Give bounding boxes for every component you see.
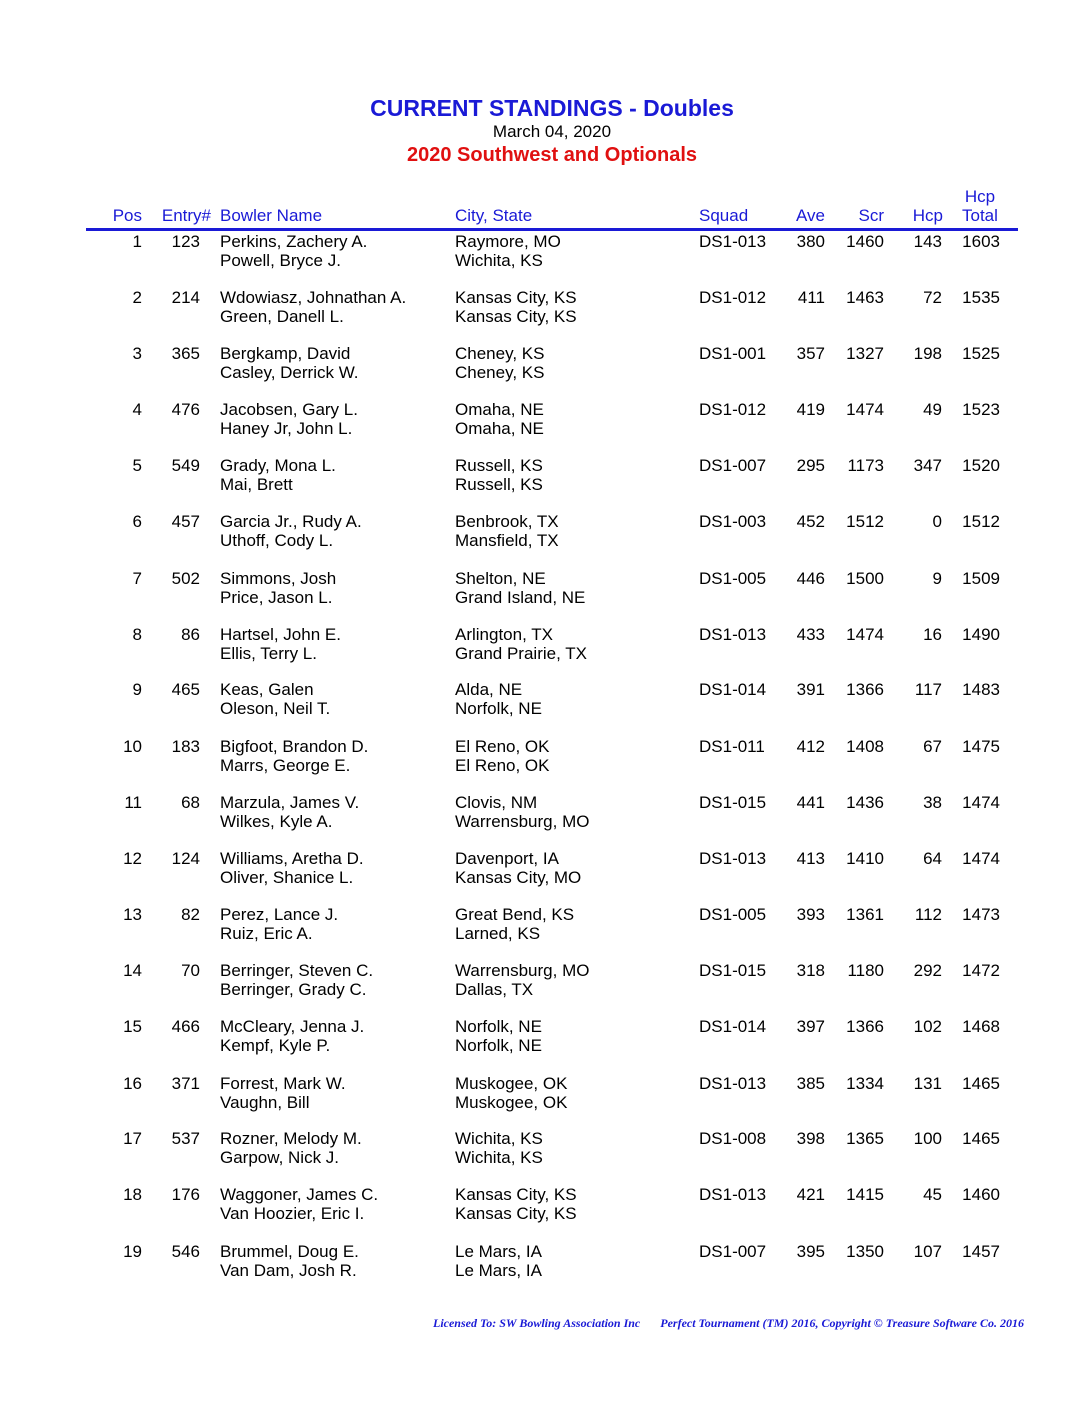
row-squad: DS1-013 [699, 625, 767, 644]
row-city-1: Cheney, KS [455, 344, 545, 363]
row-squad: DS1-012 [699, 400, 767, 419]
report-date: March 04, 2020 [492, 122, 612, 141]
row-cities [455, 849, 581, 887]
row-entry: 183 [171, 737, 200, 756]
row-bowler-1: Williams, Aretha D. [220, 849, 364, 868]
row-ave: 433 [796, 625, 825, 644]
row-pos: 17 [123, 1129, 142, 1148]
row-city-1: Norfolk, NE [455, 1017, 542, 1036]
row-ave: 446 [796, 569, 825, 588]
column-header-ave: Ave [796, 206, 825, 225]
row-cities [455, 512, 559, 550]
row-city-2: Grand Island, NE [455, 588, 586, 607]
row-scr: 1327 [846, 344, 884, 363]
row-bowlers [220, 961, 373, 999]
column-header-hcp: Hcp [912, 206, 943, 225]
row-entry: 537 [171, 1129, 200, 1148]
row-bowler-1: Jacobsen, Gary L. [220, 400, 358, 419]
row-squad: DS1-013 [699, 849, 767, 868]
row-bowler-2: Mai, Brett [220, 475, 293, 494]
row-city-1: Kansas City, KS [455, 1185, 577, 1204]
row-ave: 385 [796, 1074, 825, 1093]
row-cities [455, 1129, 543, 1167]
row-entry: 365 [171, 344, 200, 363]
row-hcp: 292 [913, 961, 942, 980]
row-city-2: Russell, KS [455, 475, 543, 494]
row-bowler-2: Ruiz, Eric A. [220, 924, 313, 943]
row-bowlers [220, 232, 367, 270]
row-bowler-2: Uthoff, Cody L. [220, 531, 334, 550]
table-row [0, 1242, 1088, 1286]
row-pos: 4 [132, 400, 142, 419]
row-squad: DS1-011 [699, 737, 765, 756]
table-row [0, 625, 1088, 669]
row-entry: 476 [171, 400, 200, 419]
row-squad: DS1-013 [699, 232, 767, 251]
footer-licensed-to: Licensed To: SW Bowling Association Inc [432, 1316, 641, 1330]
row-pos: 16 [123, 1074, 142, 1093]
row-bowler-1: Berringer, Steven C. [220, 961, 374, 980]
row-ave: 393 [796, 905, 825, 924]
row-city-2: Grand Prairie, TX [455, 644, 587, 663]
column-header-hcp-total-bottom: Total [962, 206, 998, 225]
row-bowlers [220, 849, 364, 887]
row-city-2: Omaha, NE [455, 419, 544, 438]
row-entry: 86 [181, 625, 200, 644]
row-hcp: 16 [923, 625, 942, 644]
row-scr: 1365 [846, 1129, 884, 1148]
table-row [0, 1074, 1088, 1118]
row-entry: 124 [171, 849, 200, 868]
table-row [0, 961, 1088, 1005]
row-ave: 452 [796, 512, 825, 531]
row-city-1: Raymore, MO [455, 232, 561, 251]
row-entry: 549 [171, 456, 200, 475]
row-hcp-total: 1475 [962, 737, 1000, 756]
row-entry: 546 [171, 1242, 200, 1261]
row-bowler-1: Brummel, Doug E. [220, 1242, 359, 1261]
row-ave: 295 [796, 456, 825, 475]
row-bowlers [220, 737, 368, 775]
table-row [0, 400, 1088, 444]
table-row [0, 512, 1088, 556]
row-bowlers [220, 569, 336, 607]
row-cities [455, 1074, 567, 1112]
row-city-2: Kansas City, KS [455, 307, 577, 326]
row-bowler-2: Oleson, Neil T. [220, 699, 331, 718]
row-city-2: Dallas, TX [455, 980, 534, 999]
row-scr: 1180 [847, 961, 884, 980]
row-squad: DS1-015 [699, 961, 767, 980]
table-row [0, 680, 1088, 724]
row-ave: 412 [796, 737, 825, 756]
row-cities [455, 569, 585, 607]
row-hcp-total: 1512 [962, 512, 1000, 531]
row-ave: 419 [796, 400, 825, 419]
table-row [0, 569, 1088, 613]
footer-copyright: Perfect Tournament (TM) 2016, Copyright © Treasure Software Co. 2016 [660, 1316, 1024, 1330]
row-bowler-1: McCleary, Jenna J. [220, 1017, 365, 1036]
row-pos: 5 [132, 456, 142, 475]
row-city-1: Alda, NE [455, 680, 523, 699]
footer-license [0, 1316, 1024, 1331]
row-bowlers [220, 456, 336, 494]
row-city-2: Norfolk, NE [455, 1036, 542, 1055]
row-city-2: Kansas City, KS [455, 1204, 577, 1223]
row-ave: 413 [796, 849, 825, 868]
row-city-1: Benbrook, TX [455, 512, 559, 531]
row-bowler-1: Hartsel, John E. [220, 625, 341, 644]
row-ave: 421 [796, 1185, 825, 1204]
row-pos: 3 [132, 344, 142, 363]
row-ave: 380 [796, 232, 825, 251]
row-squad: DS1-007 [699, 1242, 767, 1261]
row-city-2: Kansas City, MO [455, 868, 582, 887]
row-city-2: Le Mars, IA [455, 1261, 542, 1280]
row-city-2: El Reno, OK [455, 756, 550, 775]
row-pos: 11 [124, 793, 142, 812]
row-ave: 318 [796, 961, 825, 980]
row-ave: 391 [796, 680, 825, 699]
row-pos: 9 [132, 680, 142, 699]
row-bowler-2: Van Hoozier, Eric I. [220, 1204, 365, 1223]
row-bowler-1: Forrest, Mark W. [220, 1074, 346, 1093]
row-bowlers [220, 1017, 364, 1055]
row-squad: DS1-003 [699, 512, 767, 531]
row-squad: DS1-014 [699, 680, 767, 699]
table-row [0, 288, 1088, 332]
row-ave: 357 [796, 344, 825, 363]
row-entry: 68 [181, 793, 200, 812]
row-city-2: Warrensburg, MO [455, 812, 590, 831]
row-city-1: Russell, KS [455, 456, 543, 475]
row-cities [455, 680, 542, 718]
row-pos: 2 [132, 288, 142, 307]
row-ave: 395 [796, 1242, 825, 1261]
row-scr: 1361 [846, 905, 884, 924]
row-hcp-total: 1509 [962, 569, 1000, 588]
table-row [0, 344, 1088, 388]
row-city-2: Cheney, KS [455, 363, 545, 382]
row-hcp: 117 [914, 680, 942, 699]
row-pos: 6 [132, 512, 142, 531]
row-hcp-total: 1523 [962, 400, 1000, 419]
column-header-hcp-total-top: Hcp [964, 187, 996, 206]
row-bowler-1: Perkins, Zachery A. [220, 232, 368, 251]
row-cities [455, 232, 561, 270]
row-hcp-total: 1473 [962, 905, 1000, 924]
row-hcp: 102 [913, 1017, 942, 1036]
row-bowlers [220, 1185, 378, 1223]
table-row [0, 793, 1088, 837]
row-bowler-2: Kempf, Kyle P. [220, 1036, 331, 1055]
row-entry: 176 [171, 1185, 200, 1204]
row-squad: DS1-013 [699, 1185, 767, 1204]
row-hcp-total: 1468 [962, 1017, 1000, 1036]
row-city-2: Wichita, KS [455, 251, 543, 270]
row-scr: 1512 [846, 512, 884, 531]
row-hcp: 143 [913, 232, 942, 251]
row-city-1: Muskogee, OK [455, 1074, 568, 1093]
row-bowler-2: Casley, Derrick W. [220, 363, 359, 382]
row-hcp-total: 1457 [962, 1242, 1000, 1261]
row-city-1: Wichita, KS [455, 1129, 543, 1148]
row-bowler-1: Garcia Jr., Rudy A. [220, 512, 362, 531]
row-entry: 371 [171, 1074, 200, 1093]
row-pos: 12 [123, 849, 142, 868]
column-header-pos: Pos [112, 206, 142, 225]
row-scr: 1334 [846, 1074, 884, 1093]
row-hcp-total: 1472 [962, 961, 1000, 980]
row-city-1: Kansas City, KS [455, 288, 577, 307]
row-city-1: Great Bend, KS [455, 905, 575, 924]
row-city-1: Shelton, NE [455, 569, 546, 588]
row-bowlers [220, 344, 359, 382]
row-cities [455, 737, 550, 775]
row-hcp: 198 [913, 344, 942, 363]
row-hcp: 49 [923, 400, 942, 419]
row-hcp: 112 [914, 905, 942, 924]
row-cities [455, 1185, 577, 1223]
row-bowler-2: Wilkes, Kyle A. [220, 812, 333, 831]
row-bowler-1: Wdowiasz, Johnathan A. [220, 288, 407, 307]
row-hcp-total: 1460 [962, 1185, 1000, 1204]
row-scr: 1436 [846, 793, 884, 812]
row-bowlers [220, 400, 358, 438]
table-row [0, 737, 1088, 781]
row-bowler-2: Price, Jason L. [220, 588, 333, 607]
row-hcp: 131 [913, 1074, 942, 1093]
row-hcp: 67 [923, 737, 942, 756]
row-hcp: 9 [932, 569, 942, 588]
row-bowler-2: Garpow, Nick J. [220, 1148, 340, 1167]
row-scr: 1415 [846, 1185, 884, 1204]
row-bowler-2: Berringer, Grady C. [220, 980, 367, 999]
row-cities [455, 456, 543, 494]
row-pos: 15 [123, 1017, 142, 1036]
row-hcp-total: 1474 [962, 793, 1000, 812]
row-hcp: 100 [913, 1129, 942, 1148]
row-bowler-2: Vaughn, Bill [220, 1093, 310, 1112]
row-bowler-2: Van Dam, Josh R. [220, 1261, 357, 1280]
row-entry: 214 [171, 288, 200, 307]
row-bowler-2: Oliver, Shanice L. [220, 868, 354, 887]
row-pos: 19 [123, 1242, 142, 1261]
row-pos: 18 [123, 1185, 142, 1204]
table-row [0, 232, 1088, 276]
row-bowlers [220, 1129, 362, 1167]
row-hcp-total: 1603 [962, 232, 1000, 251]
row-ave: 398 [796, 1129, 825, 1148]
row-pos: 1 [132, 232, 142, 251]
report-header [0, 94, 1088, 168]
row-entry: 466 [171, 1017, 200, 1036]
table-row [0, 849, 1088, 893]
row-scr: 1474 [846, 625, 884, 644]
row-squad: DS1-013 [699, 1074, 767, 1093]
row-hcp: 347 [913, 456, 942, 475]
row-bowler-1: Rozner, Melody M. [220, 1129, 362, 1148]
row-city-1: Arlington, TX [455, 625, 553, 644]
header-divider [86, 228, 1018, 231]
row-cities [455, 793, 589, 831]
row-bowlers [220, 905, 338, 943]
row-entry: 82 [181, 905, 200, 924]
row-city-2: Wichita, KS [455, 1148, 543, 1167]
row-hcp-total: 1483 [962, 680, 1000, 699]
row-cities [455, 1017, 542, 1055]
row-scr: 1460 [846, 232, 884, 251]
row-squad: DS1-012 [699, 288, 767, 307]
row-pos: 13 [123, 905, 142, 924]
row-hcp-total: 1465 [962, 1129, 1000, 1148]
row-scr: 1408 [846, 737, 884, 756]
row-pos: 10 [123, 737, 142, 756]
table-row [0, 1185, 1088, 1229]
row-squad: DS1-005 [699, 905, 767, 924]
row-city-1: Clovis, NM [455, 793, 538, 812]
row-hcp-total: 1490 [962, 625, 1000, 644]
row-scr: 1500 [846, 569, 884, 588]
row-bowler-2: Haney Jr, John L. [220, 419, 353, 438]
row-bowlers [220, 680, 330, 718]
row-hcp-total: 1474 [962, 849, 1000, 868]
row-city-2: Mansfield, TX [455, 531, 559, 550]
row-bowler-2: Powell, Bryce J. [220, 251, 341, 270]
row-hcp-total: 1535 [962, 288, 1000, 307]
row-entry: 465 [171, 680, 200, 699]
row-hcp: 72 [923, 288, 942, 307]
row-bowler-2: Marrs, George E. [220, 756, 351, 775]
row-city-1: Le Mars, IA [455, 1242, 542, 1261]
row-hcp-total: 1465 [962, 1074, 1000, 1093]
row-cities [455, 625, 587, 663]
row-bowlers [220, 1074, 346, 1112]
column-header-bowler: Bowler Name [220, 206, 323, 225]
row-city-1: El Reno, OK [455, 737, 550, 756]
table-row [0, 1017, 1088, 1061]
row-bowler-1: Bergkamp, David [220, 344, 351, 363]
row-bowlers [220, 288, 406, 326]
row-bowlers [220, 1242, 359, 1280]
row-ave: 441 [796, 793, 825, 812]
row-city-2: Larned, KS [455, 924, 541, 943]
row-city-1: Omaha, NE [455, 400, 544, 419]
row-squad: DS1-007 [699, 456, 767, 475]
row-bowler-1: Grady, Mona L. [220, 456, 336, 475]
row-squad: DS1-001 [699, 344, 767, 363]
row-scr: 1366 [846, 680, 884, 699]
row-bowlers [220, 625, 341, 663]
column-header-scr: Scr [858, 206, 884, 225]
row-cities [455, 400, 544, 438]
table-row [0, 456, 1088, 500]
row-bowler-2: Ellis, Terry L. [220, 644, 317, 663]
row-squad: DS1-008 [699, 1129, 767, 1148]
row-hcp-total: 1525 [962, 344, 1000, 363]
row-bowler-1: Bigfoot, Brandon D. [220, 737, 369, 756]
row-ave: 411 [797, 288, 825, 307]
table-row [0, 905, 1088, 949]
row-cities [455, 905, 574, 943]
row-bowler-1: Simmons, Josh [220, 569, 337, 588]
row-squad: DS1-005 [699, 569, 767, 588]
row-city-1: Warrensburg, MO [455, 961, 590, 980]
event-name: 2020 Southwest and Optionals [406, 144, 698, 166]
row-hcp: 107 [913, 1242, 942, 1261]
row-bowler-1: Waggoner, James C. [220, 1185, 379, 1204]
row-hcp: 64 [923, 849, 942, 868]
row-scr: 1366 [846, 1017, 884, 1036]
row-scr: 1463 [846, 288, 884, 307]
row-bowlers [220, 793, 359, 831]
row-entry: 70 [181, 961, 200, 980]
row-entry: 123 [171, 232, 200, 251]
row-cities [455, 961, 589, 999]
row-city-2: Norfolk, NE [455, 699, 542, 718]
table-row [0, 1129, 1088, 1173]
row-pos: 7 [132, 569, 142, 588]
row-cities [455, 288, 577, 326]
row-cities [455, 1242, 542, 1280]
column-header-entry: Entry# [161, 206, 211, 225]
row-bowler-2: Green, Danell L. [220, 307, 344, 326]
row-pos: 8 [132, 625, 142, 644]
row-scr: 1173 [847, 456, 884, 475]
row-squad: DS1-015 [699, 793, 767, 812]
page-title: CURRENT STANDINGS - Doubles [370, 95, 734, 121]
row-hcp: 0 [932, 512, 942, 531]
row-hcp-total: 1520 [962, 456, 1000, 475]
row-cities [455, 344, 544, 382]
row-bowler-1: Keas, Galen [220, 680, 314, 699]
row-city-2: Muskogee, OK [455, 1093, 568, 1112]
row-scr: 1410 [846, 849, 884, 868]
row-bowlers [220, 512, 362, 550]
row-pos: 14 [123, 961, 142, 980]
row-hcp: 38 [923, 793, 942, 812]
row-ave: 397 [796, 1017, 825, 1036]
column-header-squad: Squad [699, 206, 749, 225]
row-city-1: Davenport, IA [455, 849, 559, 868]
row-scr: 1350 [846, 1242, 884, 1261]
column-header-city: City, State [455, 206, 533, 225]
row-bowler-1: Perez, Lance J. [220, 905, 339, 924]
row-entry: 457 [171, 512, 200, 531]
row-hcp: 45 [923, 1185, 942, 1204]
row-scr: 1474 [846, 400, 884, 419]
row-squad: DS1-014 [699, 1017, 767, 1036]
row-entry: 502 [171, 569, 200, 588]
row-bowler-1: Marzula, James V. [220, 793, 360, 812]
